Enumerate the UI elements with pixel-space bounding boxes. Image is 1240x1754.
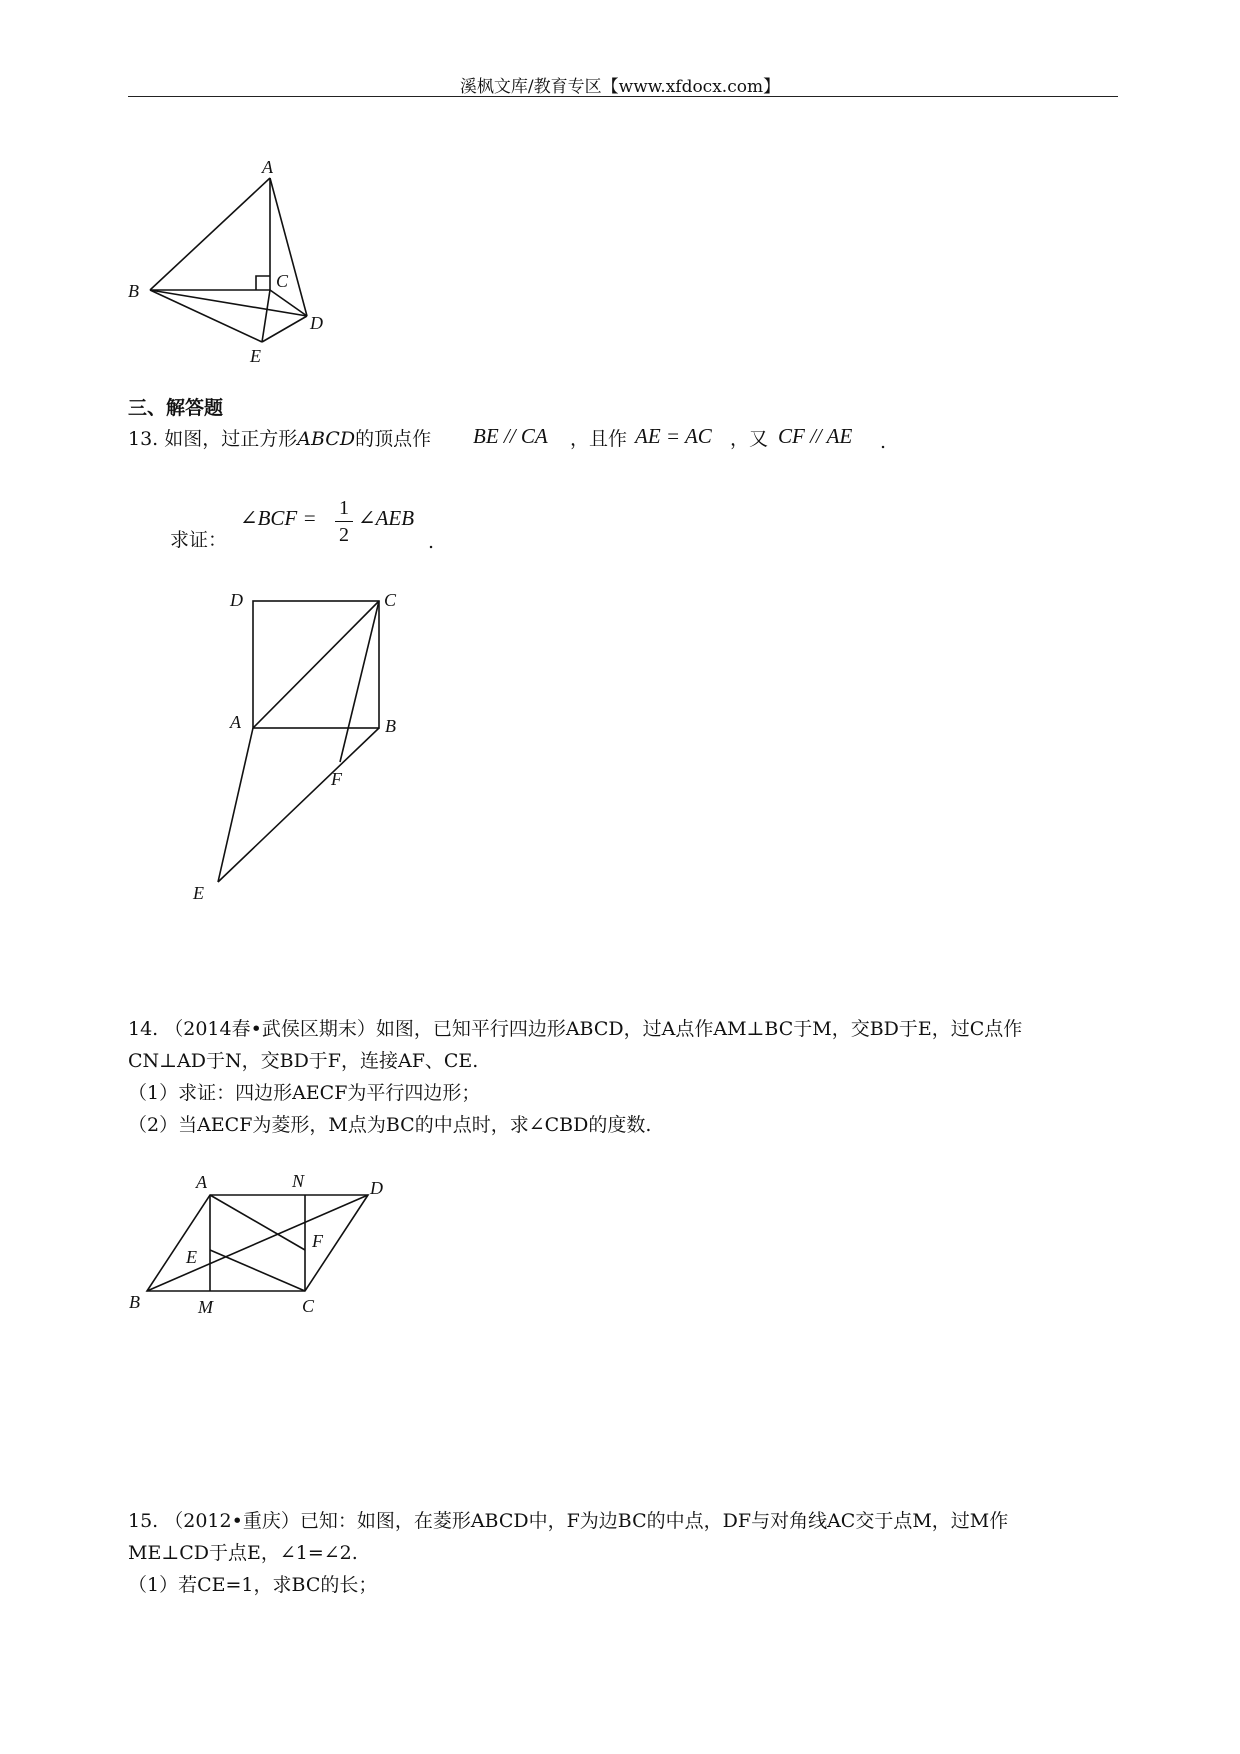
label-n: N xyxy=(292,1171,305,1191)
q13-angle-aeb: ∠AEB xyxy=(358,506,415,530)
segment-ae xyxy=(218,728,253,882)
q13-period: . xyxy=(880,431,887,453)
q14-line2: CN⊥AD于N，交BD于F，连接AF、CE. xyxy=(128,1050,479,1072)
segment-af xyxy=(210,1195,305,1250)
figure-q13 xyxy=(190,585,420,910)
header-rule xyxy=(128,96,1118,97)
q15-line1: 15. （2012•重庆）已知：如图，在菱形ABCD中，F为边BC的中点，DF与对角线AC交于点M，过M作 xyxy=(128,1510,1009,1532)
q15-part1: （1）若CE=1，求BC的长； xyxy=(128,1574,378,1596)
q13-frac-num: 1 xyxy=(339,497,349,519)
label-a: A xyxy=(230,712,241,732)
label-e: E xyxy=(193,883,204,903)
q13-frac-bar xyxy=(335,521,353,522)
label-b: B xyxy=(128,281,139,301)
segment-ab xyxy=(150,178,270,290)
label-d: D xyxy=(310,313,323,333)
section-heading: 三、解答题 xyxy=(128,397,224,419)
figure-q12 xyxy=(120,155,340,370)
segment-de xyxy=(262,316,307,342)
label-m: M xyxy=(198,1297,213,1317)
q15-line2: ME⊥CD于点E，∠1=∠2. xyxy=(128,1542,358,1564)
q13-math-ae-ac: AE = AC xyxy=(635,424,712,448)
label-b: B xyxy=(129,1292,140,1312)
q13-vertex-text: 的顶点作 xyxy=(355,428,432,450)
q13-math-cf-ae: CF // AE xyxy=(778,424,853,448)
q13-fraction xyxy=(333,496,355,547)
label-c: C xyxy=(276,271,289,291)
q13-end-period: . xyxy=(428,531,435,553)
q13-prove-label: 求证： xyxy=(170,529,228,551)
label-b: B xyxy=(385,716,396,736)
segment-ec xyxy=(210,1250,305,1291)
right-angle-mark xyxy=(256,276,270,290)
figure-q14 xyxy=(120,1165,400,1325)
q13-again: ，又 xyxy=(730,428,769,450)
q13-and-make: ，且作 xyxy=(570,428,628,450)
label-c: C xyxy=(384,590,397,610)
label-f: F xyxy=(312,1231,323,1251)
segment-be xyxy=(218,728,379,882)
label-a: A xyxy=(262,157,273,177)
label-c: C xyxy=(302,1296,315,1316)
q13-angle-bcf: ∠BCF = xyxy=(240,506,317,530)
q13-math-be-ca: BE // CA xyxy=(473,424,548,448)
segment-ce xyxy=(262,290,270,342)
label-f: F xyxy=(331,769,342,789)
q14-part1: （1）求证：四边形AECF为平行四边形； xyxy=(128,1082,481,1104)
q14-part2: （2）当AECF为菱形，M点为BC的中点时，求∠CBD的度数. xyxy=(128,1114,652,1136)
segment-ad xyxy=(270,178,307,316)
q13-abcd: ABCD xyxy=(297,428,356,450)
q13-frac-den: 2 xyxy=(339,524,349,546)
segment-cf xyxy=(340,601,379,762)
q14-line1: 14. （2014春•武侯区期末）如图，已知平行四边形ABCD，过A点作AM⊥BC于M，交BD于E，过C点作 xyxy=(128,1018,1023,1040)
segment-be xyxy=(150,290,262,342)
page-header: 溪枫文库/教育专区【www.xfdocx.com】 xyxy=(459,77,781,97)
diagonal-ac xyxy=(253,601,379,728)
label-e: E xyxy=(250,346,261,366)
label-d: D xyxy=(370,1178,383,1198)
q13-prefix xyxy=(128,423,431,455)
diagonal-bd xyxy=(147,1195,368,1291)
label-e: E xyxy=(186,1247,197,1267)
segment-bd xyxy=(150,290,307,316)
label-d: D xyxy=(230,590,243,610)
q13-prefix-text: 13. 如图，过正方形 xyxy=(128,428,298,450)
label-a: A xyxy=(196,1172,207,1192)
